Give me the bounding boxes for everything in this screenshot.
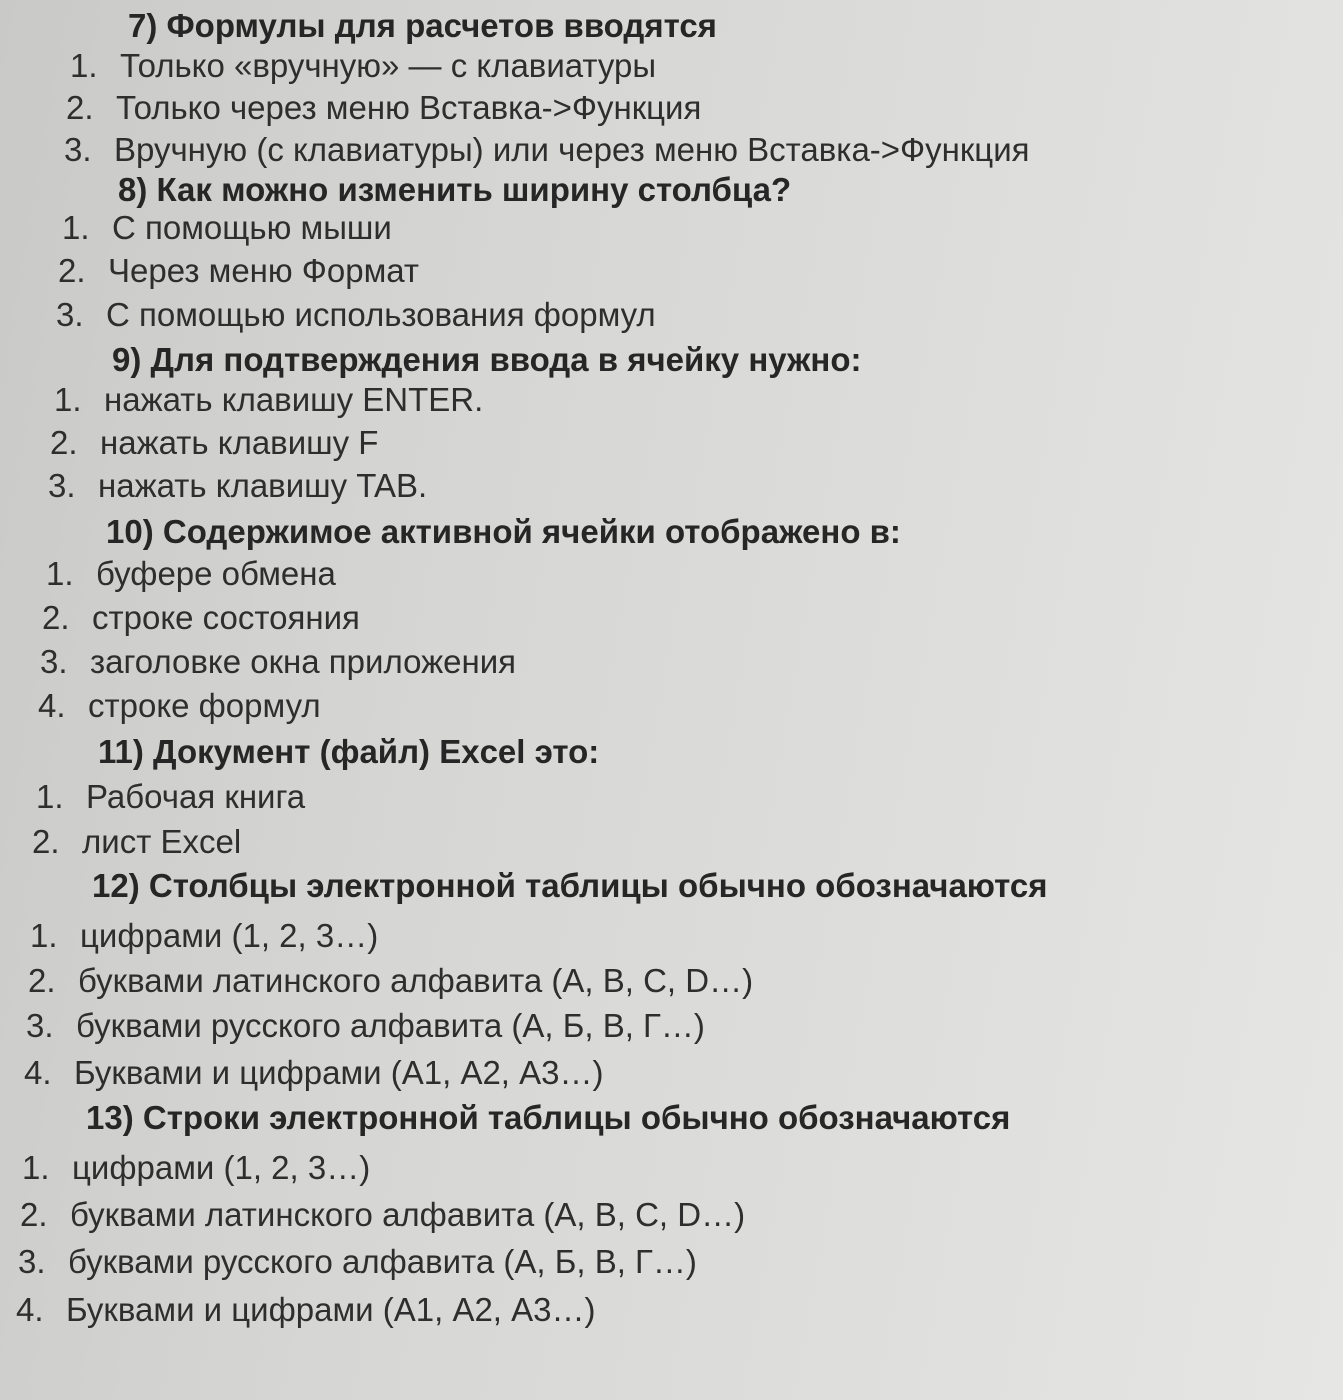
option-number: 1. <box>30 917 58 954</box>
option-text: Буквами и цифрами (А1, А2, А3…) <box>74 1054 604 1091</box>
option-number: 1. <box>36 778 64 815</box>
option-number: 2. <box>20 1196 48 1233</box>
option-number: 2. <box>58 252 86 289</box>
option-text: Только через меню Вставка->Функция <box>116 89 702 126</box>
answer-option <box>56 295 656 335</box>
option-number: 2. <box>32 823 60 860</box>
question-title: 7) Формулы для расчетов вводятся <box>128 7 717 44</box>
answer-option <box>48 466 427 506</box>
option-text: нажать клавишу F <box>100 424 379 461</box>
answer-option <box>36 777 305 817</box>
answer-option <box>38 686 321 726</box>
option-text: С помощью мыши <box>112 209 392 246</box>
answer-option <box>32 822 241 862</box>
option-text: буквами русского алфавита (А, Б, В, Г…) <box>68 1243 697 1280</box>
question-title: 12) Столбцы электронной таблицы обычно обозначаются <box>92 867 1048 904</box>
question-title: 13) Строки электронной таблицы обычно обозначаются <box>86 1099 1011 1136</box>
option-number: 1. <box>54 381 82 418</box>
question-title: 11) Документ (файл) Excel это: <box>98 733 600 770</box>
option-number: 4. <box>24 1054 52 1091</box>
option-text: С помощью использования формул <box>106 296 656 333</box>
option-number: 3. <box>18 1243 46 1280</box>
option-text: буфере обмена <box>96 555 336 592</box>
option-text: нажать клавишу ENTER. <box>104 381 484 418</box>
option-number: 2. <box>42 599 70 636</box>
answer-option <box>40 642 516 682</box>
option-text: Только «вручную» — с клавиатуры <box>120 47 657 84</box>
option-number: 3. <box>26 1007 54 1044</box>
option-number: 2. <box>50 424 78 461</box>
question-title: 9) Для подтверждения ввода в ячейку нужно: <box>112 341 862 378</box>
answer-option <box>66 88 701 128</box>
option-text: строке состояния <box>92 599 360 636</box>
option-text: строке формул <box>88 687 321 724</box>
answer-option <box>46 554 336 594</box>
answer-option <box>54 380 483 420</box>
answer-option <box>42 598 360 638</box>
option-number: 1. <box>46 555 74 592</box>
option-text: цифрами (1, 2, 3…) <box>80 917 379 954</box>
option-number: 1. <box>22 1149 50 1186</box>
option-number: 4. <box>38 687 66 724</box>
option-text: буквами латинского алфавита (A, B, C, D…) <box>70 1196 746 1233</box>
answer-option <box>62 208 392 248</box>
option-text: буквами русского алфавита (А, Б, В, Г…) <box>76 1007 705 1044</box>
option-number: 3. <box>56 296 84 333</box>
option-text: заголовке окна приложения <box>90 643 517 680</box>
option-number: 1. <box>70 47 98 84</box>
answer-option <box>70 46 656 86</box>
option-number: 4. <box>16 1291 44 1328</box>
option-text: Буквами и цифрами (А1, А2, А3…) <box>66 1291 596 1328</box>
answer-option <box>30 916 378 956</box>
option-text: нажать клавишу TAB. <box>98 467 428 504</box>
option-number: 2. <box>28 962 56 999</box>
answer-option <box>50 423 378 463</box>
option-number: 1. <box>62 209 90 246</box>
option-number: 3. <box>40 643 68 680</box>
option-text: Рабочая книга <box>86 778 306 815</box>
option-text: Вручную (с клавиатуры) или через меню Вставка->Функция <box>114 131 1030 168</box>
answer-option <box>64 130 1030 170</box>
answer-option <box>22 1148 370 1188</box>
answer-option <box>20 1195 745 1235</box>
option-text: лист Excel <box>82 823 242 860</box>
answer-option <box>18 1242 697 1282</box>
answer-option <box>58 251 419 291</box>
option-number: 3. <box>48 467 76 504</box>
option-text: Через меню Формат <box>108 252 420 289</box>
answer-option <box>24 1053 604 1093</box>
option-number: 3. <box>64 131 92 168</box>
option-number: 2. <box>66 89 94 126</box>
question-title: 10) Содержимое активной ячейки отображено в: <box>106 513 901 550</box>
answer-option <box>26 1006 705 1046</box>
question-title: 8) Как можно изменить ширину столбца? <box>118 171 792 208</box>
answer-option <box>16 1290 596 1330</box>
option-text: цифрами (1, 2, 3…) <box>72 1149 371 1186</box>
option-text: буквами латинского алфавита (A, B, C, D…) <box>78 962 754 999</box>
answer-option <box>28 961 753 1001</box>
